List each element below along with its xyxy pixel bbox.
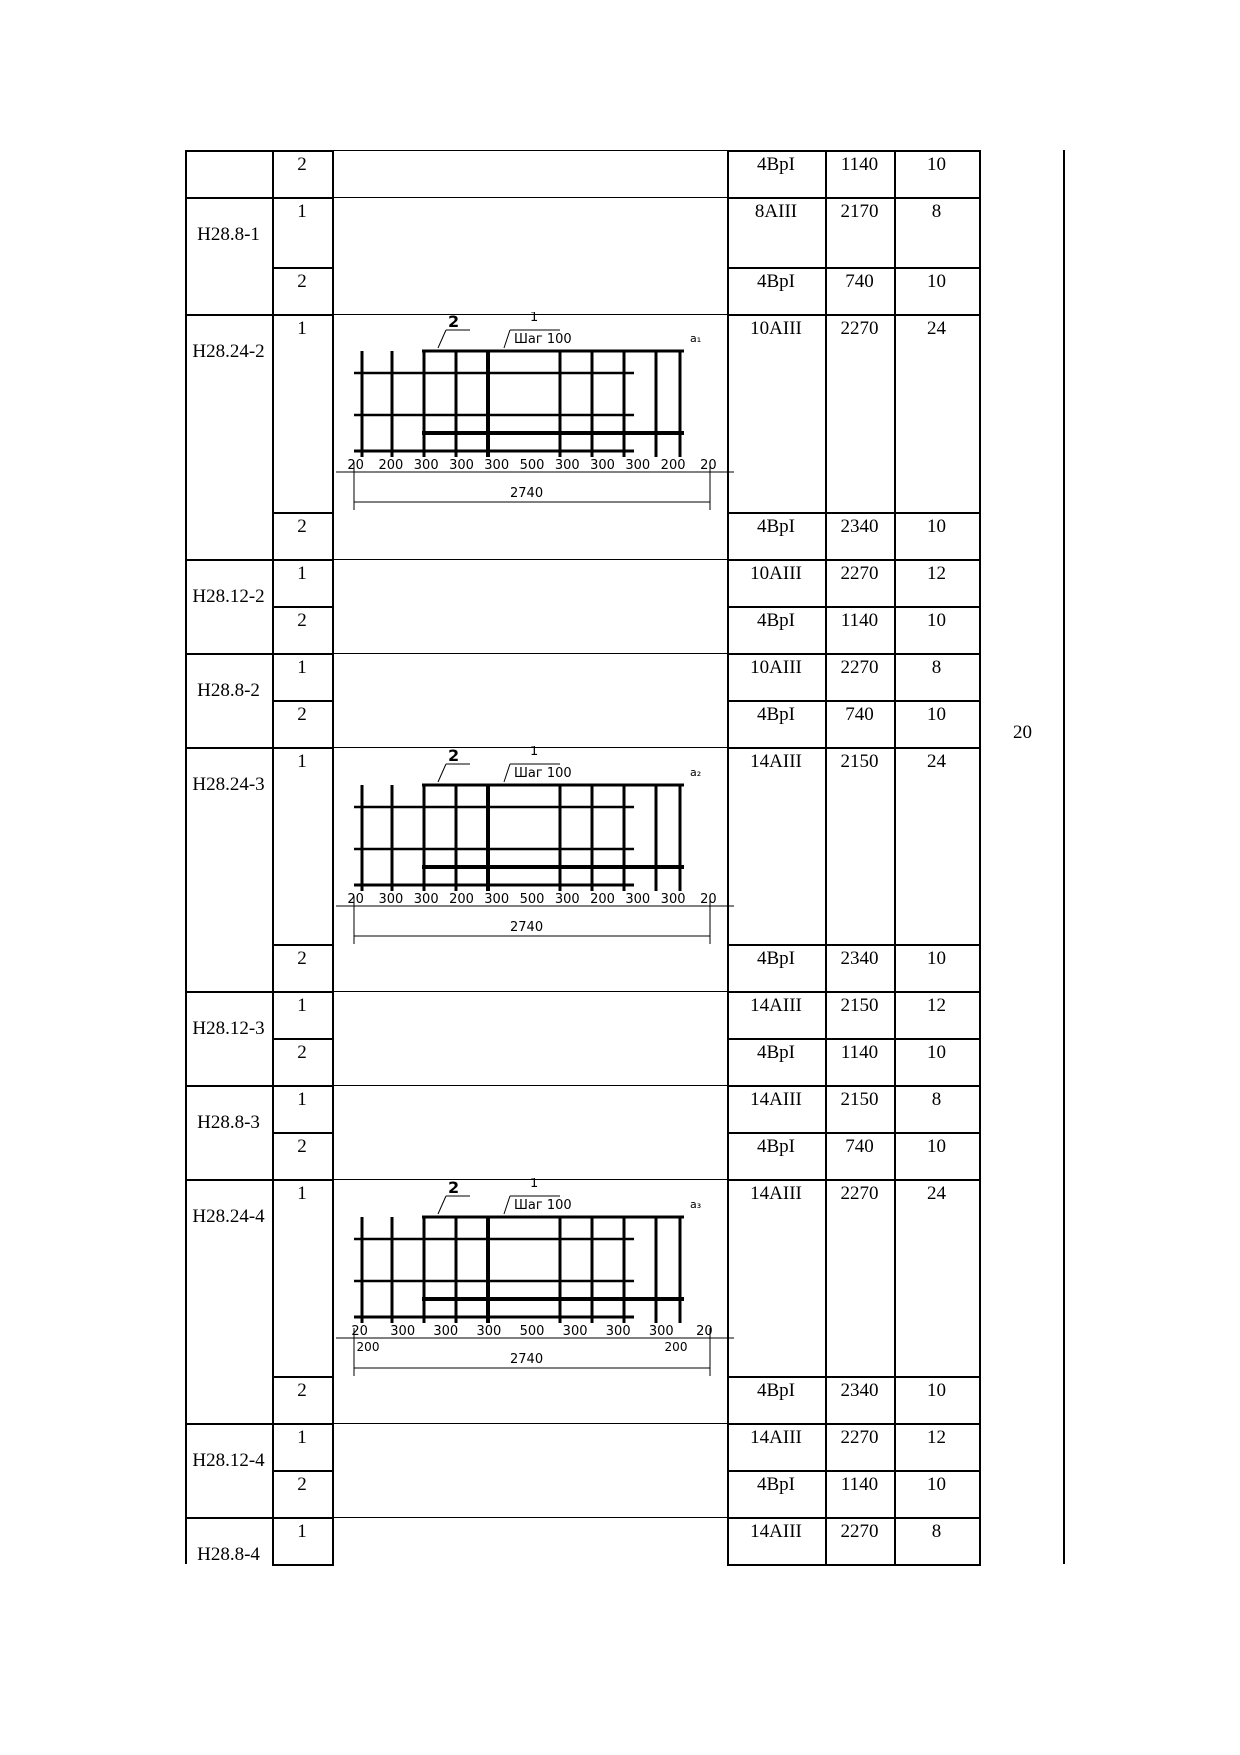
drawing-dimension: 300 xyxy=(660,892,686,907)
drawing-spacing-label: Шаг 100 xyxy=(514,332,572,347)
row-rule xyxy=(727,944,981,946)
drawing-dimension: 300 xyxy=(476,1324,502,1339)
bar-type: 4BpI xyxy=(757,704,795,725)
drawing-spacing-label: Шаг 100 xyxy=(514,1198,572,1213)
row-rule xyxy=(272,1517,334,1519)
drawing-dimension: 300 xyxy=(648,1324,674,1339)
group-rule xyxy=(185,150,274,152)
drawing-bar-1-label: 1 xyxy=(530,312,539,325)
bar-type: 4BpI xyxy=(757,516,795,537)
position-number: 1 xyxy=(297,318,307,339)
row-rule xyxy=(272,944,334,946)
position-number: 2 xyxy=(297,1474,307,1495)
group-rule xyxy=(185,1085,274,1087)
bar-length: 740 xyxy=(845,271,874,292)
mesh-mark: Н28.24-4 xyxy=(192,1206,265,1227)
bar-type: 10AIII xyxy=(750,657,802,678)
row-rule xyxy=(272,991,334,993)
bar-length: 2270 xyxy=(840,1183,879,1204)
bar-type: 10AIII xyxy=(750,563,802,584)
bar-quantity: 10 xyxy=(927,271,946,292)
row-rule xyxy=(727,314,981,316)
drawing-dimension: 300 xyxy=(413,892,439,907)
bar-length: 2340 xyxy=(840,1380,879,1401)
row-rule xyxy=(272,700,334,702)
bar-quantity: 8 xyxy=(931,201,942,222)
bar-type: 14AIII xyxy=(750,1521,802,1542)
page-number: 20 xyxy=(1013,722,1032,743)
position-number: 2 xyxy=(297,1380,307,1401)
drawing-dimension: 300 xyxy=(605,1324,631,1339)
drawing-total-length: 2740 xyxy=(510,486,544,501)
bar-length: 740 xyxy=(845,704,874,725)
row-rule xyxy=(727,1517,981,1519)
bar-length: 2170 xyxy=(840,201,879,222)
drawing-dimension: 20 xyxy=(700,892,717,907)
row-rule xyxy=(727,700,981,702)
bar-quantity: 8 xyxy=(931,657,942,678)
bar-quantity: 12 xyxy=(927,563,946,584)
mesh-mark: Н28.8-2 xyxy=(197,680,260,701)
drawing-bar-2-label: 2 xyxy=(448,1178,460,1197)
drawing-offset-label: a₂ xyxy=(690,766,702,779)
position-number: 2 xyxy=(297,154,307,175)
drawing-dimension: 300 xyxy=(413,458,439,473)
row-rule xyxy=(727,1470,981,1472)
drawing-dimension: 200 xyxy=(590,892,615,907)
bar-length: 2270 xyxy=(840,563,879,584)
frame-rule-right xyxy=(1063,150,1065,1564)
row-rule xyxy=(272,1038,334,1040)
bar-length: 1140 xyxy=(840,1474,879,1495)
mesh-mark: Н28.8-1 xyxy=(197,224,260,245)
row-rule xyxy=(272,1470,334,1472)
group-rule xyxy=(185,197,274,199)
bar-type: 4BpI xyxy=(757,1042,795,1063)
drawing-dimension: 300 xyxy=(433,1324,459,1339)
bar-quantity: 8 xyxy=(931,1521,942,1542)
row-rule xyxy=(727,1132,981,1134)
table-rule-bar xyxy=(825,150,827,1564)
row-rule xyxy=(272,1179,334,1181)
drawing-dimension: 300 xyxy=(390,1324,416,1339)
bar-quantity: 12 xyxy=(927,1427,946,1448)
drawing-dimension: 300 xyxy=(625,892,651,907)
position-number: 2 xyxy=(297,1042,307,1063)
row-rule xyxy=(272,653,334,655)
drawing-dimension: 300 xyxy=(378,892,404,907)
group-rule-thin xyxy=(332,559,729,560)
position-number: 1 xyxy=(297,201,307,222)
group-rule xyxy=(185,991,274,993)
row-rule xyxy=(272,1132,334,1134)
bar-type: 14AIII xyxy=(750,1183,802,1204)
row-rule xyxy=(272,314,334,316)
mesh-mark: Н28.24-2 xyxy=(192,341,265,362)
bar-length: 740 xyxy=(845,1136,874,1157)
mesh-mark: Н28.8-3 xyxy=(197,1112,260,1133)
position-number: 1 xyxy=(297,1427,307,1448)
bar-type: 14AIII xyxy=(750,995,802,1016)
drawing-dimension: 20 xyxy=(347,458,364,473)
bar-type: 4BpI xyxy=(757,271,795,292)
row-rule xyxy=(727,1085,981,1087)
bar-quantity: 10 xyxy=(927,1474,946,1495)
group-rule xyxy=(185,1517,274,1519)
drawing-dimension: 20 xyxy=(696,1324,713,1339)
drawing-dimension: 300 xyxy=(554,458,580,473)
row-rule xyxy=(272,1376,334,1378)
row-rule xyxy=(727,653,981,655)
bar-length: 2340 xyxy=(840,516,879,537)
row-rule xyxy=(727,1179,981,1181)
row-rule xyxy=(727,606,981,608)
position-number: 1 xyxy=(297,1089,307,1110)
drawing-spacing-label: Шаг 100 xyxy=(514,766,572,781)
bar-length: 1140 xyxy=(840,1042,879,1063)
position-number: 1 xyxy=(297,1183,307,1204)
drawing-total-length: 2740 xyxy=(510,1352,544,1367)
row-rule xyxy=(272,606,334,608)
bar-length: 2340 xyxy=(840,948,879,969)
bar-length: 2150 xyxy=(840,751,879,772)
bar-length: 2150 xyxy=(840,995,879,1016)
drawing-dimension: 500 xyxy=(519,458,545,473)
drawing-dimension: 500 xyxy=(519,892,545,907)
row-rule xyxy=(727,197,981,199)
drawing-edge-dimension: 200 xyxy=(356,1340,380,1354)
bar-quantity: 10 xyxy=(927,1380,946,1401)
bar-type: 14AIII xyxy=(750,1089,802,1110)
drawing-bar-1-label: 1 xyxy=(530,746,539,759)
group-rule-thin xyxy=(332,150,729,151)
table-rule-qty xyxy=(979,150,981,1564)
drawing-edge-dimension: 200 xyxy=(664,1340,688,1354)
row-rule xyxy=(272,1085,334,1087)
drawing-offset-label: a₃ xyxy=(690,1198,702,1211)
mesh-mark: Н28.24-3 xyxy=(192,774,265,795)
bar-quantity: 10 xyxy=(927,704,946,725)
group-rule-thin xyxy=(332,197,729,198)
drawing-dimension: 300 xyxy=(484,458,510,473)
group-rule xyxy=(185,314,274,316)
position-number: 2 xyxy=(297,1136,307,1157)
drawing-bar-2-label: 2 xyxy=(448,312,460,331)
bar-type: 14AIII xyxy=(750,751,802,772)
position-number: 2 xyxy=(297,516,307,537)
bar-quantity: 10 xyxy=(927,610,946,631)
bar-quantity: 10 xyxy=(927,1042,946,1063)
bar-quantity: 12 xyxy=(927,995,946,1016)
row-rule-bottom xyxy=(727,1564,981,1566)
group-rule xyxy=(185,1423,274,1425)
drawing-dimension: 300 xyxy=(625,458,651,473)
group-rule-thin xyxy=(332,1517,729,1518)
bar-quantity: 10 xyxy=(927,1136,946,1157)
row-rule xyxy=(727,1376,981,1378)
bar-quantity: 24 xyxy=(927,1183,946,1204)
bar-quantity: 10 xyxy=(927,154,946,175)
row-rule xyxy=(272,512,334,514)
position-number: 1 xyxy=(297,995,307,1016)
group-rule-thin xyxy=(332,653,729,654)
drawing-dimension: 300 xyxy=(554,892,580,907)
row-rule xyxy=(272,197,334,199)
drawing-dimension: 500 xyxy=(519,1324,545,1339)
bar-quantity: 8 xyxy=(931,1089,942,1110)
position-number: 1 xyxy=(297,1521,307,1542)
group-rule xyxy=(185,559,274,561)
table-rule-mark xyxy=(272,150,274,1564)
mesh-drawing xyxy=(334,746,734,951)
position-number: 2 xyxy=(297,948,307,969)
mesh-mark: Н28.8-4 xyxy=(197,1544,260,1565)
bar-type: 10AIII xyxy=(750,318,802,339)
row-rule xyxy=(727,559,981,561)
drawing-dimension: 200 xyxy=(449,892,474,907)
bar-quantity: 24 xyxy=(927,751,946,772)
bar-length: 1140 xyxy=(840,154,879,175)
row-rule xyxy=(727,1038,981,1040)
group-rule-thin xyxy=(332,1423,729,1424)
bar-type: 4BpI xyxy=(757,1474,795,1495)
group-rule xyxy=(185,1179,274,1181)
row-rule xyxy=(272,1423,334,1425)
bar-quantity: 10 xyxy=(927,948,946,969)
drawing-bar-2-label: 2 xyxy=(448,746,460,765)
position-number: 1 xyxy=(297,563,307,584)
row-rule xyxy=(272,747,334,749)
row-rule xyxy=(727,1423,981,1425)
drawing-dimension: 20 xyxy=(347,892,364,907)
group-rule-thin xyxy=(332,1085,729,1086)
bar-length: 2270 xyxy=(840,1427,879,1448)
row-rule xyxy=(727,747,981,749)
group-rule xyxy=(185,653,274,655)
mesh-drawing xyxy=(334,312,734,517)
row-rule xyxy=(727,267,981,269)
drawing-dimension: 300 xyxy=(449,458,474,473)
bar-length: 1140 xyxy=(840,610,879,631)
mesh-mark: Н28.12-2 xyxy=(192,586,265,607)
drawing-dimension: 200 xyxy=(660,458,686,473)
bar-type: 14AIII xyxy=(750,1427,802,1448)
position-number: 1 xyxy=(297,751,307,772)
drawing-dimension: 200 xyxy=(378,458,404,473)
mesh-drawing xyxy=(334,1178,734,1383)
group-rule-thin xyxy=(332,991,729,992)
bar-type: 4BpI xyxy=(757,1136,795,1157)
bar-quantity: 10 xyxy=(927,516,946,537)
bar-type: 4BpI xyxy=(757,948,795,969)
bar-type: 4BpI xyxy=(757,610,795,631)
mesh-mark: Н28.12-3 xyxy=(192,1018,265,1039)
drawing-dimension: 300 xyxy=(562,1324,588,1339)
row-rule xyxy=(727,150,981,152)
bar-type: 4BpI xyxy=(757,154,795,175)
drawing-dimension: 300 xyxy=(590,458,615,473)
row-rule xyxy=(272,267,334,269)
table-rule-length xyxy=(894,150,896,1564)
row-rule xyxy=(272,559,334,561)
drawing-total-length: 2740 xyxy=(510,920,544,935)
bar-type: 8AIII xyxy=(754,201,798,222)
drawing-bar-1-label: 1 xyxy=(530,1178,539,1191)
bar-quantity: 24 xyxy=(927,318,946,339)
row-rule-bottom xyxy=(272,1564,334,1566)
drawing-dimension: 20 xyxy=(700,458,717,473)
drawing-dimension: 300 xyxy=(484,892,510,907)
drawing-dimension: 20 xyxy=(351,1324,368,1339)
position-number: 1 xyxy=(297,657,307,678)
bar-length: 2270 xyxy=(840,318,879,339)
position-number: 2 xyxy=(297,704,307,725)
bar-length: 2150 xyxy=(840,1089,879,1110)
group-rule xyxy=(185,747,274,749)
row-rule xyxy=(727,991,981,993)
bar-type: 4BpI xyxy=(757,1380,795,1401)
row-rule xyxy=(272,150,334,152)
position-number: 2 xyxy=(297,610,307,631)
drawing-offset-label: a₁ xyxy=(690,332,702,345)
row-rule xyxy=(727,512,981,514)
bar-length: 2270 xyxy=(840,657,879,678)
position-number: 2 xyxy=(297,271,307,292)
mesh-mark: Н28.12-4 xyxy=(192,1450,265,1471)
bar-length: 2270 xyxy=(840,1521,879,1542)
